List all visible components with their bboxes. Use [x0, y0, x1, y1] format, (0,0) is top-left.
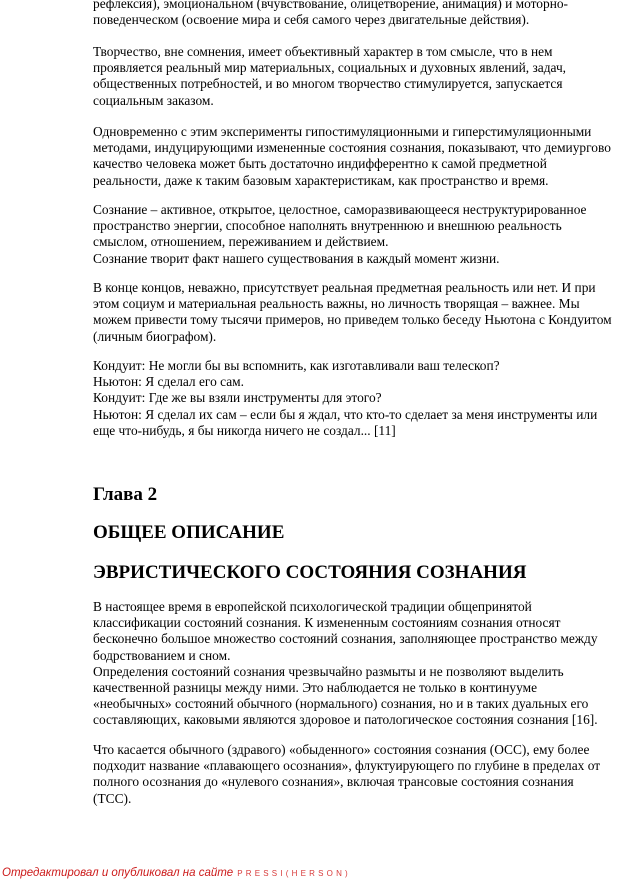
- paragraph: [93, 124, 611, 189]
- text-line: (ТСС).: [93, 790, 132, 806]
- text-line: бодрствованием и сном.: [93, 647, 231, 663]
- text-line: реальности, даже к таким базовым характеристикам, как пространство и время.: [93, 172, 549, 188]
- text-line: качественной разницы между ними. Это наблюдается не только в континууме: [93, 680, 538, 696]
- chapter-title-line-2: ЭВРИСТИЧЕСКОГО СОСТОЯНИЯ СОЗНАНИЯ: [93, 562, 527, 583]
- text-line: рефлексия), эмоциональном (вчувствование, олицетворение, анимация) и моторно-: [93, 0, 569, 11]
- text-line: Одновременно с этим эксперименты гипостимуляционными и гиперстимуляционными: [93, 124, 592, 139]
- text-line: Сознание – активное, открытое, целостное, саморазвивающееся неструктурированное: [93, 202, 587, 217]
- text-line: Творчество, вне сомнения, имеет объективный характер в том смысле, что в нем: [93, 44, 553, 59]
- text-line: полного осознания до «нулевого сознания», включая трансовые состояния сознания: [93, 774, 574, 790]
- text-line: составляющих, каковыми являются здоровое и патологическое состояния сознания [16].: [93, 712, 598, 728]
- dialogue-line: еще что-нибудь, я бы никогда ничего не создал... [11]: [93, 422, 396, 438]
- dialogue: [93, 358, 597, 439]
- paragraph: [93, 280, 612, 345]
- text-line: В настоящее время в европейской психологической традиции общепринятой: [93, 599, 532, 614]
- text-line: «необычных» состояний обычного (нормального) сознания, но и в таких дуальных его: [93, 696, 589, 712]
- paragraph: [93, 599, 598, 729]
- text-line: методами, индуцирующими измененные состояния сознания, показывают, что демиургово: [93, 140, 611, 156]
- paragraph: [93, 742, 600, 807]
- chapter-label: Глава 2: [93, 484, 158, 505]
- text-line: поведенческом (освоение мира и себя самого через двигательные действия).: [93, 12, 530, 28]
- text-line: Сознание творит факт нашего существования в каждый момент жизни.: [93, 250, 500, 266]
- chapter-title-line-1: ОБЩЕЕ ОПИСАНИЕ: [93, 522, 285, 543]
- text-line: бесконечно большое множество состояний сознания, заполняющее пространство между: [93, 631, 598, 647]
- text-line: качество человека может быть достаточно индифферентно к самой предметной: [93, 156, 547, 172]
- text-line: Определения состояний сознания чрезвычайно размыты и не позволяют выделить: [93, 663, 564, 679]
- text-line: классификации состояний сознания. К измененным состояниям сознания относят: [93, 615, 561, 631]
- text-line: подходит название «плавающего осознания», флуктуирующего по глубине в пределах от: [93, 758, 601, 774]
- dialogue-line: Кондуит: Где же вы взяли инструменты для этого?: [93, 390, 382, 406]
- dialogue-line: Кондуит: Не могли бы вы вспомнить, как изготавливали ваш телескоп?: [93, 358, 500, 373]
- text-line: (личным биографом).: [93, 328, 217, 344]
- paragraph: [93, 44, 566, 109]
- text-line: пространство энергии, способное наполнять внутреннюю и внешнюю реальность: [93, 218, 562, 234]
- publisher-footer: [2, 867, 602, 879]
- footer-site-link[interactable]: PRESSI(HERSON): [237, 869, 351, 878]
- text-line: общественных потребностей, и во многом творчество стимулируется, запускается: [93, 76, 563, 92]
- text-line: этом социум и материальная реальность важны, но личность творящая – важнее. Мы: [93, 296, 580, 312]
- dialogue-line: Ньютон: Я сделал их сам – если бы я ждал, что кто-то сделает за меня инструменты или: [93, 406, 598, 422]
- text-line: В конце концов, неважно, присутствует реальная предметная реальность или нет. И при: [93, 280, 596, 295]
- text-line: смыслом, отношением, переживанием и действием.: [93, 234, 389, 250]
- text-line: можем привести тому тысячи примеров, но приведем только беседу Ньютона с Кондуитом: [93, 312, 612, 328]
- paragraph: [93, 0, 568, 28]
- dialogue-line: Ньютон: Я сделал его сам.: [93, 374, 244, 390]
- text-line: социальным заказом.: [93, 92, 214, 108]
- text-line: проявляется реальный мир материальных, социальных и духовных явлений, задач,: [93, 60, 567, 76]
- footer-text: Отредактировал и опубликовал на сайте: [2, 867, 234, 879]
- paragraph: [93, 202, 587, 267]
- text-line: Что касается обычного (здравого) «обыденного» состояния сознания (ОСС), ему более: [93, 742, 590, 757]
